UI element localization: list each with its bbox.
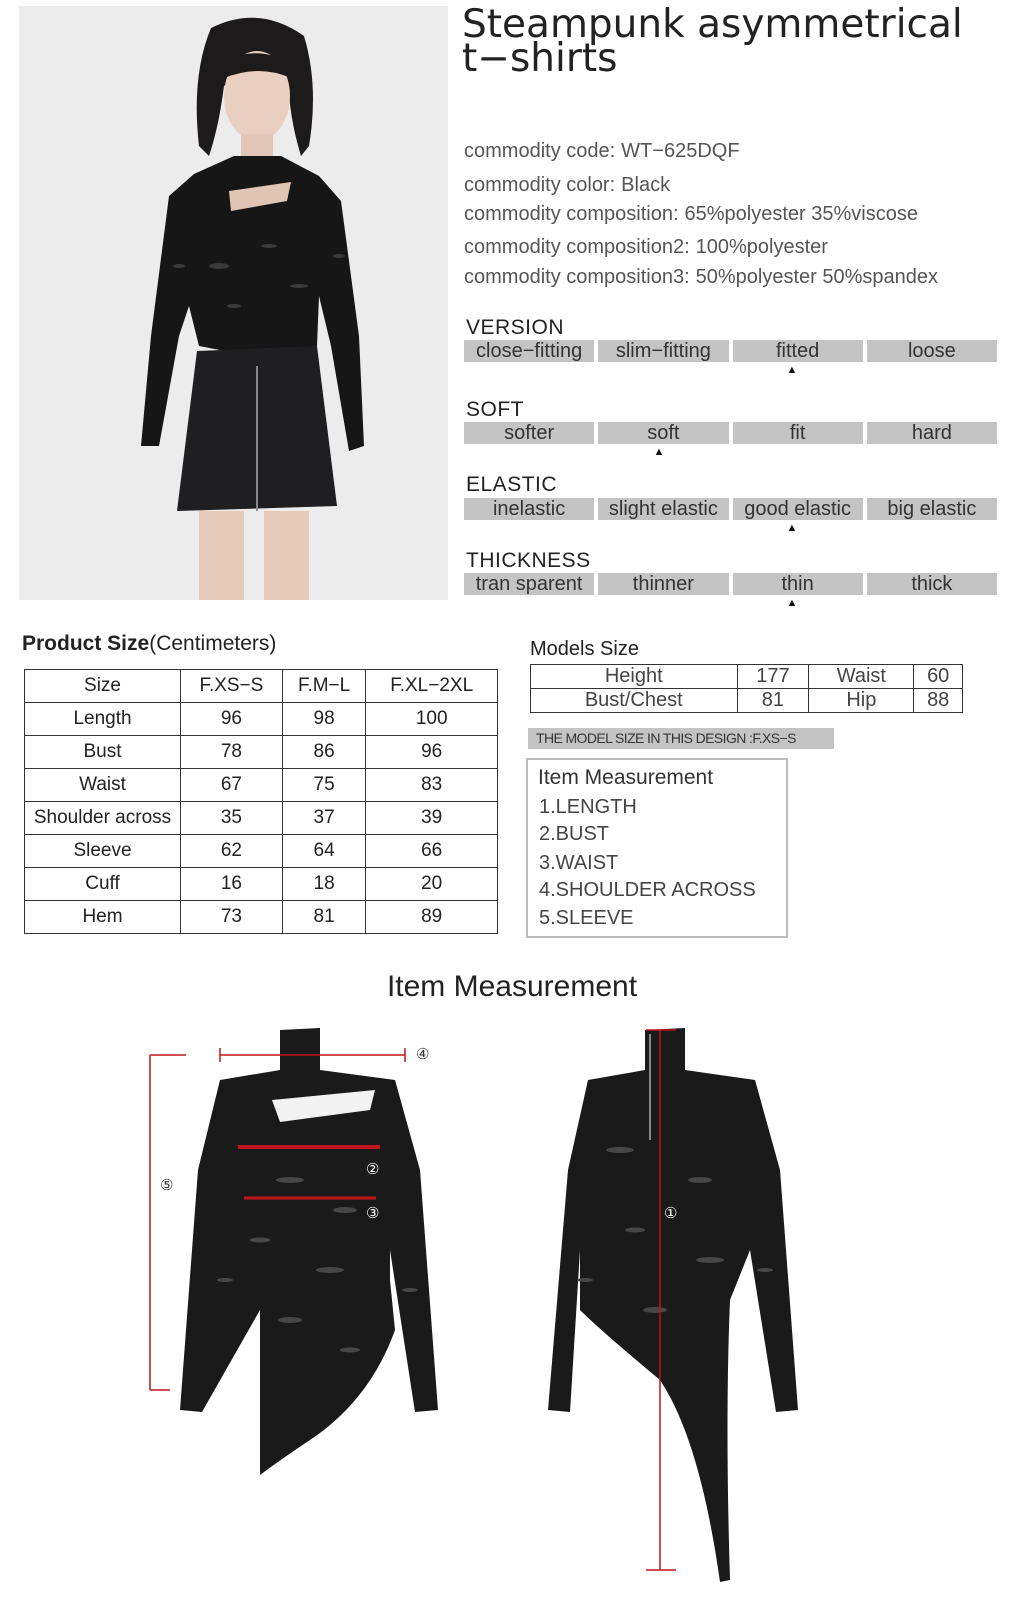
spec-composition3 xyxy=(464,266,938,289)
table-cell: 20 xyxy=(366,868,498,901)
measurement-list-item: 5.SLEEVE xyxy=(539,907,634,929)
table-row xyxy=(25,835,498,868)
product-title-line1: Steampunk asymmetrical xyxy=(462,2,963,47)
scale-version xyxy=(464,340,997,362)
table-cell: 83 xyxy=(366,769,498,802)
table-row xyxy=(25,736,498,769)
scale-option: close−fitting xyxy=(464,340,594,362)
scale-option: fit xyxy=(733,422,863,444)
table-cell: 16 xyxy=(181,868,283,901)
spec-label: commodity composition: xyxy=(464,203,679,225)
size-table-title-text: Product Size xyxy=(22,632,150,655)
spec-composition2 xyxy=(464,236,828,259)
scale-title-thickness: THICKNESS xyxy=(466,549,591,572)
scale-elastic xyxy=(464,498,997,520)
table-header-cell: F.XL−2XL xyxy=(366,670,498,703)
table-cell: 66 xyxy=(366,835,498,868)
table-cell: 86 xyxy=(282,736,366,769)
product-title-line2: t−shirts xyxy=(462,36,618,81)
table-cell: 75 xyxy=(282,769,366,802)
spec-value: 50%polyester 50%spandex xyxy=(695,266,939,288)
models-size-table xyxy=(530,664,963,713)
models-size-title: Models Size xyxy=(530,638,639,660)
table-cell: Sleeve xyxy=(25,835,181,868)
marker-5-icon: ⑤ xyxy=(160,1177,174,1194)
size-table xyxy=(24,669,498,934)
scale-thickness xyxy=(464,573,997,595)
table-cell: Hip xyxy=(809,689,914,713)
table-row xyxy=(531,689,963,713)
table-cell: 96 xyxy=(366,736,498,769)
scale-option: thick xyxy=(867,573,997,595)
spec-composition xyxy=(464,203,918,226)
table-row xyxy=(25,802,498,835)
table-row xyxy=(25,901,498,934)
table-cell: Cuff xyxy=(25,868,181,901)
scale-option-selected: soft xyxy=(598,422,728,444)
table-cell: Waist xyxy=(25,769,181,802)
scale-option: softer xyxy=(464,422,594,444)
table-row xyxy=(25,868,498,901)
garment-back-diagram xyxy=(540,1020,850,1590)
spec-label: commodity composition2: xyxy=(464,236,690,258)
measurement-list-item: 3.WAIST xyxy=(539,852,619,874)
table-header-cell: F.XS−S xyxy=(181,670,283,703)
table-cell: Bust/Chest xyxy=(531,689,738,713)
table-cell: Shoulder across xyxy=(25,802,181,835)
table-row xyxy=(531,665,963,689)
table-cell: 88 xyxy=(914,689,963,713)
measurement-list-item: 1.LENGTH xyxy=(539,796,637,818)
marker-2-icon: ② xyxy=(366,1161,380,1178)
table-header-cell: F.M−L xyxy=(282,670,366,703)
table-cell: 81 xyxy=(282,901,366,934)
scale-option: hard xyxy=(867,422,997,444)
marker-3-icon: ③ xyxy=(366,1205,380,1222)
table-cell: 35 xyxy=(181,802,283,835)
scale-option: thinner xyxy=(598,573,728,595)
table-cell: 62 xyxy=(181,835,283,868)
spec-color xyxy=(464,174,670,197)
scale-soft xyxy=(464,422,997,444)
table-cell: Height xyxy=(531,665,738,689)
table-cell: Bust xyxy=(25,736,181,769)
table-cell: 81 xyxy=(737,689,809,713)
size-table-unit: (Centimeters) xyxy=(149,632,277,655)
selected-marker-icon: ▲ xyxy=(653,446,665,458)
item-measurement-box xyxy=(526,758,788,938)
spec-value: Black xyxy=(621,174,671,196)
table-cell: 89 xyxy=(366,901,498,934)
spec-code xyxy=(464,140,740,163)
model-size-note: THE MODEL SIZE IN THIS DESIGN :F.XS−S xyxy=(528,728,834,749)
size-table-title xyxy=(22,632,276,656)
measurement-list-item: 2.BUST xyxy=(539,823,610,845)
item-measurement-box-title: Item Measurement xyxy=(538,766,714,789)
selected-marker-icon: ▲ xyxy=(786,364,798,376)
table-cell: 39 xyxy=(366,802,498,835)
scale-title-version: VERSION xyxy=(466,316,565,339)
marker-4-icon: ④ xyxy=(416,1046,430,1063)
table-cell: 60 xyxy=(914,665,963,689)
table-cell: 96 xyxy=(181,703,283,736)
spec-value: 100%polyester xyxy=(695,236,828,258)
marker-1-icon: ① xyxy=(664,1205,678,1222)
table-cell: Length xyxy=(25,703,181,736)
scale-option: inelastic xyxy=(464,498,594,520)
table-cell: 64 xyxy=(282,835,366,868)
measurement-list-item: 4.SHOULDER ACROSS xyxy=(539,879,756,901)
scale-option-selected: thin xyxy=(733,573,863,595)
scale-option: slight elastic xyxy=(598,498,728,520)
spec-value: 65%polyester 35%viscose xyxy=(684,203,918,225)
garment-front-diagram xyxy=(140,1020,460,1590)
table-header-cell: Size xyxy=(25,670,181,703)
table-cell: 100 xyxy=(366,703,498,736)
table-cell: Hem xyxy=(25,901,181,934)
table-cell: Waist xyxy=(809,665,914,689)
scale-option-selected: fitted xyxy=(733,340,863,362)
scale-option: big elastic xyxy=(867,498,997,520)
spec-label: commodity code: xyxy=(464,140,616,162)
table-cell: 78 xyxy=(181,736,283,769)
table-header-row xyxy=(25,670,498,703)
spec-label: commodity color: xyxy=(464,174,616,196)
selected-marker-icon: ▲ xyxy=(786,522,798,534)
measurement-diagram-title: Item Measurement xyxy=(386,970,638,1003)
scale-option: loose xyxy=(867,340,997,362)
scale-title-elastic: ELASTIC xyxy=(466,473,558,496)
table-row xyxy=(25,769,498,802)
table-cell: 37 xyxy=(282,802,366,835)
scale-title-soft: SOFT xyxy=(466,398,524,421)
selected-marker-icon: ▲ xyxy=(786,597,798,609)
table-cell: 177 xyxy=(737,665,809,689)
product-title xyxy=(462,2,1002,81)
model-photo xyxy=(19,6,448,600)
scale-option: tran sparent xyxy=(464,573,594,595)
table-cell: 98 xyxy=(282,703,366,736)
table-cell: 73 xyxy=(181,901,283,934)
scale-option: slim−fitting xyxy=(598,340,728,362)
table-cell: 67 xyxy=(181,769,283,802)
spec-value: WT−625DQF xyxy=(621,140,740,162)
scale-option-selected: good elastic xyxy=(733,498,863,520)
table-row xyxy=(25,703,498,736)
spec-label: commodity composition3: xyxy=(464,266,690,288)
table-cell: 18 xyxy=(282,868,366,901)
